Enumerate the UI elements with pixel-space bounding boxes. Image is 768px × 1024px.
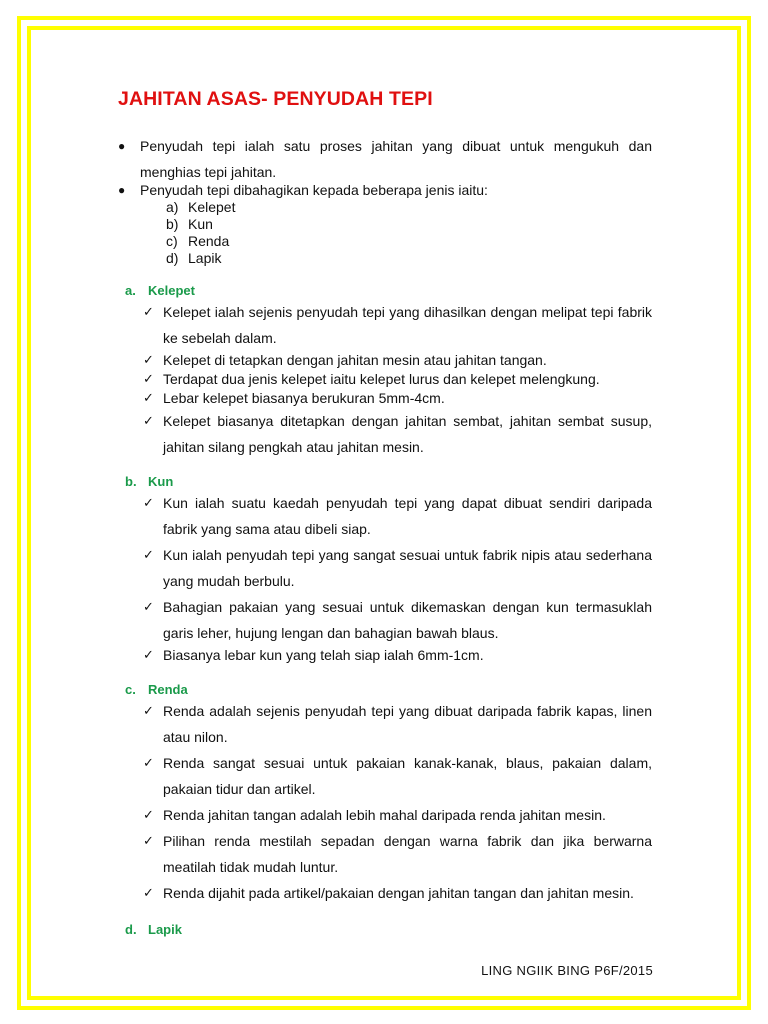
point-item: ✓ Renda sangat sesuai untuk pakaian kanak-kanak, blaus, pakaian dalam, pakaian tidur dan artikel.	[143, 750, 652, 802]
section-heading: a. Kelepet	[125, 283, 195, 298]
point-item: ✓ Kelepet di tetapkan dengan jahitan mesin atau jahitan tangan.	[143, 352, 547, 368]
document-body	[118, 86, 652, 938]
section-points	[118, 490, 652, 664]
bullet-icon: ●	[118, 183, 126, 197]
section-lapik	[118, 922, 652, 938]
check-icon: ✓	[143, 703, 154, 718]
footer-author: LING NGIIK BING P6F/2015	[481, 963, 653, 978]
check-icon: ✓	[143, 755, 154, 770]
point-item: ✓ Kun ialah suatu kaedah penyudah tepi yang dapat dibuat sendiri daripada fabrik yang sama atau dibeli siap.	[143, 490, 652, 542]
point-item: ✓ Kun ialah penyudah tepi yang sangat sesuai untuk fabrik nipis atau sederhana yang mudah berbulu.	[143, 542, 652, 594]
section-points	[118, 299, 652, 460]
type-item: c) Renda	[166, 233, 230, 249]
section-heading: c. Renda	[125, 682, 188, 697]
section-kun	[118, 474, 652, 664]
section-points	[118, 698, 652, 906]
type-item: b) Kun	[166, 216, 213, 232]
intro-text: Penyudah tepi dibahagikan kepada beberapa jenis iaitu:	[140, 182, 488, 198]
section-kelepet	[118, 283, 652, 460]
check-icon: ✓	[143, 390, 154, 405]
check-icon: ✓	[143, 547, 154, 562]
point-item: ✓ Kelepet biasanya ditetapkan dengan jahitan sembat, jahitan sembat susup, jahitan silang pengkah atau jahitan mesin.	[143, 408, 652, 460]
point-item: ✓ Biasanya lebar kun yang telah siap ialah 6mm-1cm.	[143, 647, 484, 663]
check-icon: ✓	[143, 807, 154, 822]
page-title: JAHITAN ASAS- PENYUDAH TEPI	[118, 88, 433, 110]
section-heading: d. Lapik	[125, 922, 182, 937]
intro-list	[118, 133, 652, 267]
check-icon: ✓	[143, 647, 154, 662]
bullet-icon: ●	[118, 139, 126, 153]
point-item: ✓ Renda dijahit pada artikel/pakaian dengan jahitan tangan dan jahitan mesin.	[143, 880, 652, 906]
check-icon: ✓	[143, 371, 154, 386]
check-icon: ✓	[143, 304, 154, 319]
section-renda	[118, 682, 652, 906]
check-icon: ✓	[143, 833, 154, 848]
point-item: ✓ Renda adalah sejenis penyudah tepi yang dibuat daripada fabrik kapas, linen atau nilon.	[143, 698, 652, 750]
check-icon: ✓	[143, 885, 154, 900]
point-item: ✓ Renda jahitan tangan adalah lebih mahal daripada renda jahitan mesin.	[143, 802, 652, 828]
section-heading: b. Kun	[125, 474, 174, 489]
point-item: ✓ Pilihan renda mestilah sepadan dengan warna fabrik dan jika berwarna meatilah tidak mudah luntur.	[143, 828, 652, 880]
intro-item	[118, 181, 652, 267]
point-item: ✓ Kelepet ialah sejenis penyudah tepi yang dihasilkan dengan melipat tepi fabrik ke sebelah dalam.	[143, 299, 652, 351]
check-icon: ✓	[143, 495, 154, 510]
intro-text: Penyudah tepi ialah satu proses jahitan yang dibuat untuk mengukuh dan menghias tepi jahitan.	[140, 138, 652, 180]
check-icon: ✓	[143, 352, 154, 367]
type-item: a) Kelepet	[166, 199, 236, 215]
point-item: ✓ Lebar kelepet biasanya berukuran 5mm-4cm.	[143, 390, 445, 406]
check-icon: ✓	[143, 413, 154, 428]
point-item: ✓ Terdapat dua jenis kelepet iaitu kelepet lurus dan kelepet melengkung.	[143, 371, 600, 387]
point-item: ✓ Bahagian pakaian yang sesuai untuk dikemaskan dengan kun termasuklah garis leher, hujung lengan dan bahagian bawah blaus.	[143, 594, 652, 646]
intro-item	[118, 133, 652, 185]
types-list	[140, 199, 652, 267]
check-icon: ✓	[143, 599, 154, 614]
type-item: d) Lapik	[166, 250, 222, 266]
